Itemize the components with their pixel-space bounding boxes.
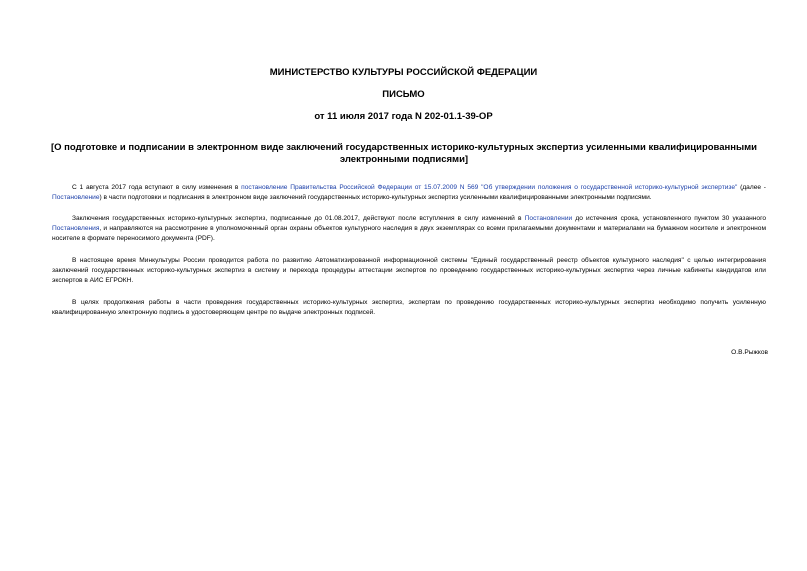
postanovleniya-link[interactable]: Постановления bbox=[52, 225, 100, 232]
postanovlenie-link[interactable]: Постановление bbox=[52, 194, 100, 201]
paragraph-1 bbox=[52, 183, 766, 203]
document-type-heading: ПИСЬМО bbox=[382, 89, 425, 100]
postanovlenii-link[interactable]: Постановлении bbox=[524, 215, 573, 222]
date-number-heading: от 11 июля 2017 года N 202-01.1-39-ОР bbox=[314, 111, 493, 122]
paragraph-2-text-b: до истечения срока, установленного пунктом 30 указанного bbox=[572, 215, 766, 222]
paragraph-4: В целях продолжения работы в части проведения государственных историко-культурных экспертиз, экспертам по проведению государственных историко-культурных экспертиз необходимо получить усиленную квалифицированную электронную подпись в удостоверяющем центре по выдаче электронных подписей. bbox=[52, 299, 766, 316]
subject-heading: [О подготовке и подписании в электронном виде заключений государственных историко-культурных экспертиз усиленными квалифицированными электронными подписями] bbox=[50, 142, 758, 165]
paragraph-2-text-c: , и направляются на рассмотрение в уполномоченный орган охраны объектов культурного наследия в двух экземплярах со всеми прилагаемыми документами и материалами на бумажном носителе и электронном носителе в формате переносимого документа (PDF). bbox=[52, 225, 766, 242]
paragraph-1-text-a: С 1 августа 2017 года вступают в силу изменения в bbox=[72, 184, 242, 191]
paragraph-3: В настоящее время Минкультуры России проводится работа по развитию Автоматизированной информационной системы "Единый государственный реестр объектов культурного наследия" с целью интегрирования заключений государственных историко-культурных экспертиз в систему и перехода процедуры аттестации экспертов по проведению государственных историко-культурных экспертиз через личные кабинеты кандидатов или экспертов в АИС ЕГРОКН. bbox=[52, 257, 766, 284]
paragraph-1-text-c: ) в части подготовки и подписания в электронном виде заключений государственных историко-культурных экспертиз усиленными квалифицированными электронными подписями. bbox=[99, 194, 652, 201]
paragraph-2 bbox=[52, 214, 766, 244]
ministry-heading: МИНИСТЕРСТВО КУЛЬТУРЫ РОССИЙСКОЙ ФЕДЕРАЦИИ bbox=[269, 67, 538, 78]
signature: О.В.Рыжков bbox=[731, 349, 768, 356]
paragraph-2-text-a: Заключения государственных историко-культурных экспертиз, подписанные до 01.08.2017, действуют после вступления в силу изменений в bbox=[72, 215, 525, 222]
paragraph-1-text-b: (далее - bbox=[737, 184, 766, 191]
resolution-link[interactable]: постановление Правительства Российской Федерации от 15.07.2009 N 569 "Об утверждении положения о государственной историко-культурной экспертизе" bbox=[241, 184, 738, 191]
